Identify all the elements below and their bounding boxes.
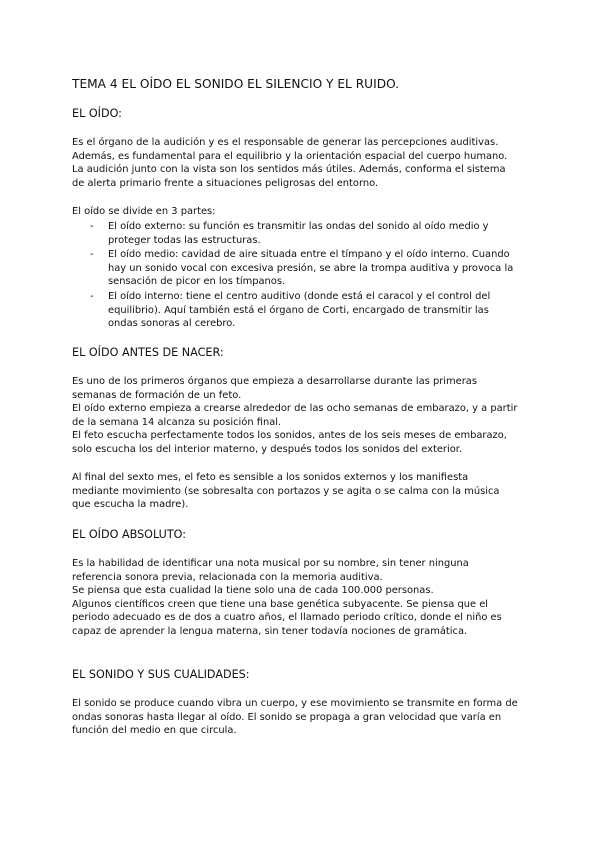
text-line: referencia sonora previa, relacionada con la memoria auditiva. bbox=[72, 571, 383, 583]
text-line: que escucha la madre). bbox=[72, 499, 189, 511]
text-line: Es uno de los primeros órganos que empieza a desarrollarse durante las primeras bbox=[72, 376, 477, 387]
text-line: Además, es fundamental para el equilibrio y la orientación espacial del cuerpo humano. bbox=[72, 150, 508, 162]
paragraph-oido-desarrollo bbox=[72, 375, 532, 457]
section-heading-oido-antes-de-nacer: EL OÍDO ANTES DE NACER: bbox=[72, 346, 224, 359]
bullet-dash: - bbox=[90, 291, 94, 302]
section-heading-sonido-cualidades: EL SONIDO Y SUS CUALIDADES: bbox=[72, 668, 250, 681]
section-heading-oido-absoluto: EL OÍDO ABSOLUTO: bbox=[72, 528, 187, 541]
text-line: ondas sonoras al cerebro. bbox=[108, 318, 236, 330]
text-line: función del medio en que circula. bbox=[72, 725, 237, 737]
text-line: mediante movimiento (se sobresalta con portazos y se agita o se calma con la música bbox=[72, 485, 500, 497]
text-line: La audición junto con la vista son los sentidos más útiles. Además, conforma el sistema bbox=[72, 164, 506, 176]
text-line: Es la habilidad de identificar una nota musical por su nombre, sin tener ninguna bbox=[72, 558, 469, 569]
text-line: capaz de aprender la lengua materna, sin tener todavía nociones de gramática. bbox=[72, 625, 468, 637]
document-title: TEMA 4 EL OÍDO EL SONIDO EL SILENCIO Y EL RUIDO. bbox=[72, 77, 400, 91]
paragraph-sexto-mes bbox=[72, 471, 532, 512]
bullet-dash: - bbox=[90, 221, 94, 232]
text-line: sensación de picor en los tímpanos. bbox=[108, 276, 286, 288]
paragraph-oido-parts-intro bbox=[72, 205, 532, 219]
paragraph-oido-definition bbox=[72, 136, 532, 190]
text-line: El oído externo: su función es transmitir las ondas del sonido al oído medio y bbox=[108, 221, 489, 232]
text-line: El feto escucha perfectamente todos los sonidos, antes de los seis meses de embarazo, bbox=[72, 430, 507, 442]
text-line: El oído interno: tiene el centro auditivo (donde está el caracol y el control del bbox=[108, 291, 491, 302]
text-line: Algunos científicos creen que tiene una base genética subyacente. Se piensa que el bbox=[72, 598, 489, 610]
text-line: Al final del sexto mes, el feto es sensible a los sonidos externos y los manifiesta bbox=[72, 472, 469, 483]
text-line: El oído se divide en 3 partes: bbox=[72, 206, 216, 217]
paragraph-sonido bbox=[72, 697, 532, 738]
text-line: equilibrio). Aquí también está el órgano de Corti, encargado de transmitir las bbox=[108, 304, 489, 316]
text-line: ondas sonoras hasta llegar al oído. El sonido se propaga a gran velocidad que varía en bbox=[72, 711, 502, 723]
text-line: de la semana 14 alcanza su posición final. bbox=[72, 416, 282, 428]
text-line: proteger todas las estructuras. bbox=[108, 234, 261, 246]
bullet-dash: - bbox=[90, 249, 94, 260]
text-line: semanas de formación de un feto. bbox=[72, 389, 242, 401]
text-line: Es el órgano de la audición y es el responsable de generar las percepciones auditivas. bbox=[72, 137, 499, 148]
text-line: El oído medio: cavidad de aire situada entre el tímpano y el oído interno. Cuando bbox=[108, 249, 510, 260]
text-line: El sonido se produce cuando vibra un cuerpo, y ese movimiento se transmite en forma de bbox=[72, 698, 518, 709]
text-line: Se piensa que esta cualidad la tiene solo una de cada 100.000 personas. bbox=[72, 585, 434, 597]
paragraph-oido-absoluto bbox=[72, 557, 532, 639]
text-line: El oído externo empieza a crearse alrededor de las ocho semanas de embarazo, y a partir bbox=[72, 403, 518, 415]
text-line: de alerta primario frente a situaciones peligrosas del entorno. bbox=[72, 177, 379, 189]
section-heading-oido: EL OÍDO: bbox=[72, 107, 122, 120]
text-line: periodo adecuado es de dos a cuatro años, el llamado periodo crítico, donde el niño es bbox=[72, 612, 502, 624]
text-line: solo escucha los del interior materno, y después todos los sonidos del exterior. bbox=[72, 443, 463, 455]
text-line: hay un sonido vocal con excesiva presión, se abre la trompa auditiva y provoca la bbox=[108, 262, 514, 274]
